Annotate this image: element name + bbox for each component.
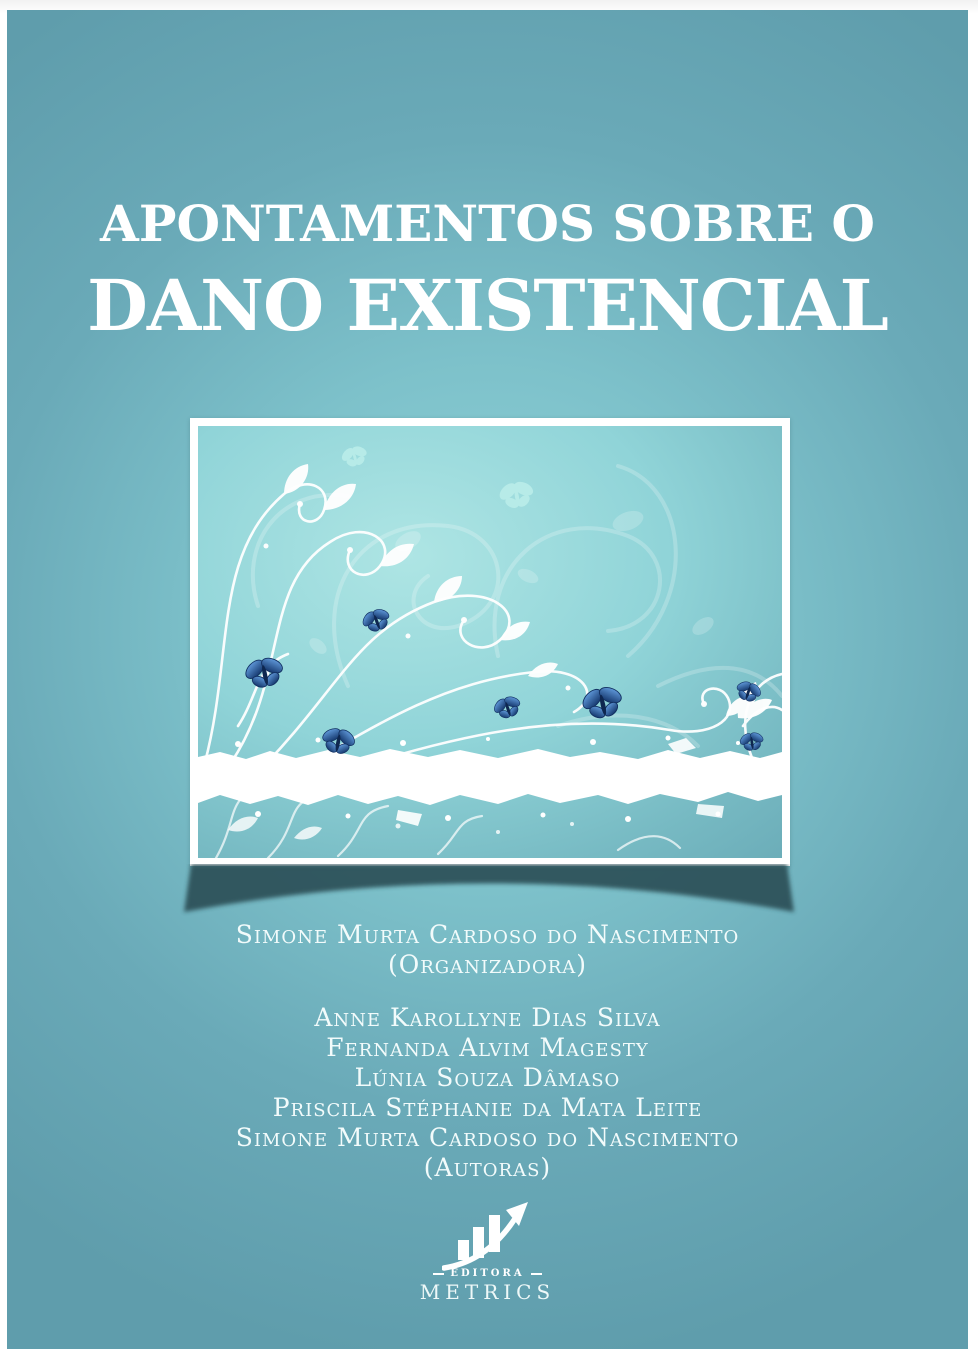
organizer-block <box>7 920 968 980</box>
author-name: Simone Murta Cardoso do Nascimento <box>235 1123 740 1152</box>
cover-artwork <box>198 426 782 858</box>
frame-shadow <box>179 864 799 924</box>
book-title-line-2: DANO EXISTENCIAL <box>87 264 888 347</box>
cover-artwork-frame <box>190 418 790 866</box>
publisher-name-top: EDITORA <box>450 1268 525 1279</box>
organizer-name: Simone Murta Cardoso do Nascimento <box>235 920 740 949</box>
bar-chart-growth-arrow-icon <box>442 1200 534 1272</box>
authors-block <box>7 1003 968 1183</box>
author-name: Lúnia Souza Dâmaso <box>354 1063 621 1092</box>
publisher-name-top-row <box>433 1268 541 1280</box>
authors-role: (Autoras) <box>423 1153 552 1182</box>
book-title-line-1: APONTAMENTOS SOBRE O <box>100 194 875 253</box>
book-cover <box>7 10 968 1349</box>
publisher-logo <box>7 1200 968 1303</box>
organizer-role: (Organizadora) <box>387 950 588 979</box>
publisher-name-bottom: METRICS <box>419 1280 556 1304</box>
author-name: Anne Karollyne Dias Silva <box>314 1003 661 1032</box>
editora-rule-left <box>433 1273 444 1275</box>
author-name: Fernanda Alvim Magesty <box>326 1033 649 1062</box>
editora-rule-right <box>531 1273 542 1275</box>
author-name: Priscila Stéphanie da Mata Leite <box>272 1093 703 1122</box>
